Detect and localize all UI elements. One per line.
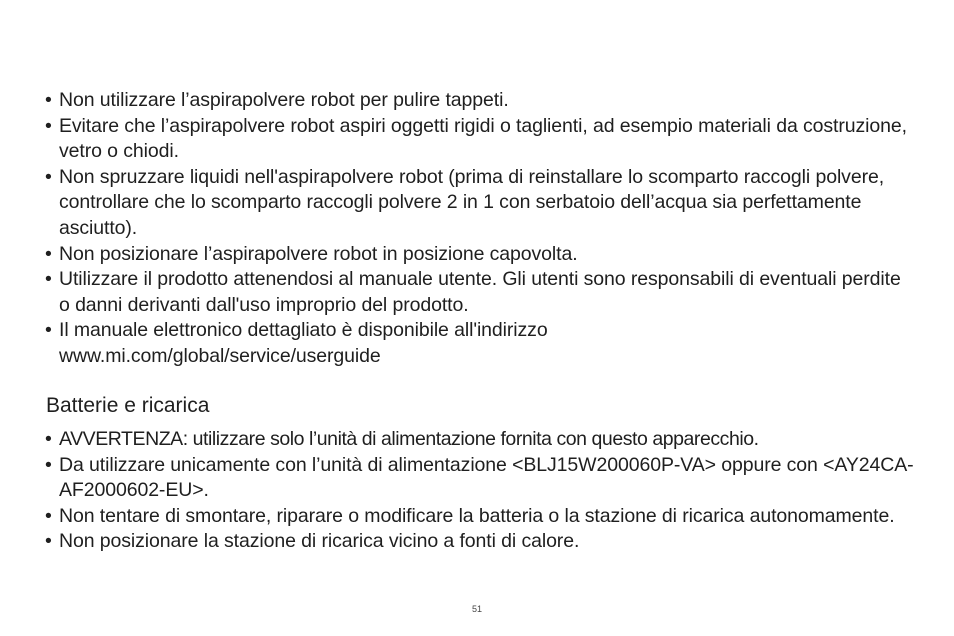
list-item — [45, 504, 915, 530]
bullet-dot: • — [45, 114, 52, 137]
list-item — [45, 453, 915, 504]
list-item — [45, 318, 659, 369]
list-item-text: Evitare che l’aspirapolvere robot aspiri oggetti rigidi o taglienti, ad esempio materiali da costruzione, vetro o chiodi. — [59, 114, 907, 163]
bullet-dot: • — [45, 428, 52, 450]
list-item-text: Il manuale elettronico dettagliato è disponibile all'indirizzo www.mi.com/global/service/userguide — [59, 319, 548, 367]
list-item-text: Non spruzzare liquidi nell'aspirapolvere robot (prima di reinstallare lo scomparto raccogli polvere, controllare che lo scomparto raccogli polvere 2 in 1 con serbatoio dell’acqua sia perfettamente asciutto). — [59, 165, 885, 239]
section-heading: Batterie e ricarica — [46, 394, 210, 417]
list-item-text: Non posizionare l’aspirapolvere robot in posizione capovolta. — [59, 242, 578, 265]
bullet-dot: • — [45, 165, 52, 188]
bullet-dot: • — [45, 453, 52, 476]
list-item-text: Non tentare di smontare, riparare o modificare la batteria o la stazione di ricarica autonomamente. — [59, 504, 895, 527]
bullet-dot: • — [45, 319, 52, 342]
bullet-dot: • — [45, 530, 52, 553]
battery-list — [45, 427, 915, 555]
list-item-text: Non utilizzare l’aspirapolvere robot per pulire tappeti. — [59, 89, 509, 111]
list-item — [45, 427, 915, 453]
list-item-text: AVVERTENZA: utilizzare solo l’unità di alimentazione fornita con questo apparecchio. — [59, 428, 759, 450]
list-item — [45, 114, 915, 165]
list-item-text: Utilizzare il prodotto attenendosi al manuale utente. Gli utenti sono responsabili di eventuali perdite o danni derivanti dall'uso improprio del prodotto. — [59, 268, 901, 316]
list-item — [45, 267, 915, 318]
bullet-dot: • — [45, 268, 52, 291]
list-item — [45, 242, 915, 268]
page-number: 51 — [471, 604, 482, 614]
list-item-text: Da utilizzare unicamente con l’unità di alimentazione <BLJ15W200060P-VA> oppure con <AY24CA-AF2000602-EU>. — [59, 453, 914, 502]
list-item-text: Non posizionare la stazione di ricarica vicino a fonti di calore. — [59, 530, 580, 553]
list-item — [45, 529, 915, 555]
list-item — [45, 88, 915, 114]
bullet-dot: • — [45, 89, 52, 111]
bullet-dot: • — [45, 242, 52, 265]
list-item — [45, 165, 915, 242]
safety-list — [45, 88, 915, 370]
bullet-dot: • — [45, 504, 52, 527]
